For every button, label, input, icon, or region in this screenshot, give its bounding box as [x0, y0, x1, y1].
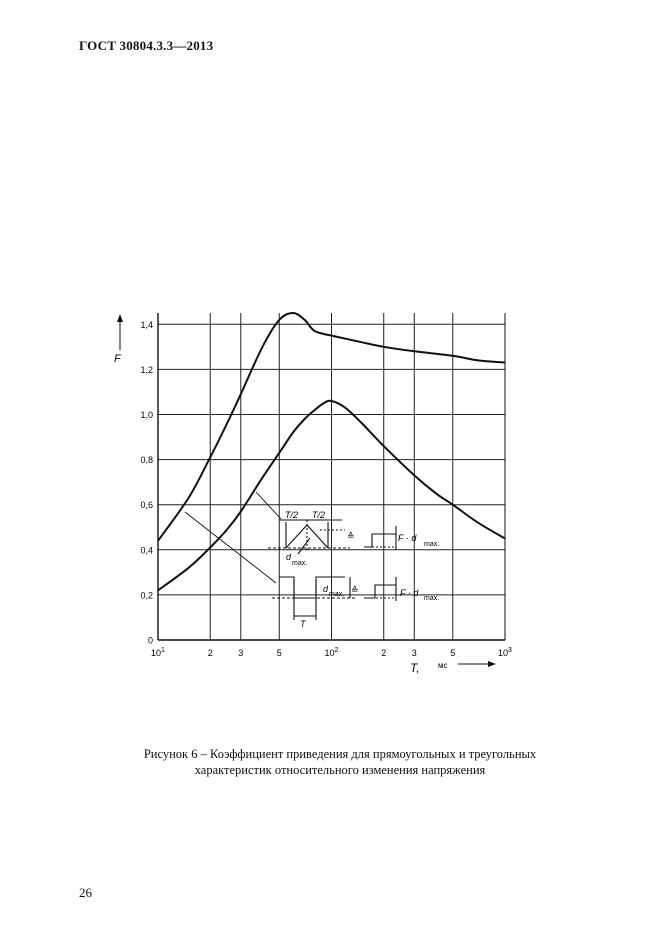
inset-dmax-sub-2: max. — [329, 591, 345, 598]
y-tick-label: 0,2 — [140, 590, 153, 601]
y-tick-label: 0,8 — [140, 455, 153, 466]
inset-equiv-label-2: F · d — [400, 588, 419, 598]
x-tick-label: 3 — [238, 648, 244, 658]
inset-half-period-left: T/2 — [285, 510, 299, 520]
inset-step-2 — [364, 577, 396, 601]
x-tick-label: $10^3$ — [498, 647, 512, 658]
inset-equiv-label-1: F · d — [398, 533, 417, 543]
inset-equals-1: ≙ — [347, 531, 355, 541]
caption-line-1: Рисунок 6 – Коэффициент приведения для прямоугольных и треугольных — [143, 747, 537, 761]
x-tick-label: 5 — [276, 648, 282, 658]
leader-lines — [185, 492, 281, 583]
inset-dmax-label: d — [286, 552, 292, 562]
inset-period-label: T — [300, 619, 306, 629]
x-tick-label: $10^1$ — [151, 647, 165, 658]
y-tick-label: 0,4 — [140, 545, 153, 556]
inset-half-period-right: T/2 — [312, 510, 326, 520]
x-axis-label: T, — [410, 661, 420, 675]
inset-rect-pulse — [272, 577, 356, 620]
x-tick-label: 2 — [207, 648, 213, 658]
x-tick-label: 5 — [450, 648, 456, 658]
y-tick-label: 1,2 — [140, 364, 153, 375]
y-tick-labels — [140, 320, 153, 646]
x-tick-label: 3 — [411, 648, 417, 658]
inset-dmax-sub: max. — [292, 560, 308, 567]
inset-step-1 — [364, 526, 396, 550]
x-tick-labels — [151, 647, 512, 658]
x-tick-label: 2 — [381, 648, 387, 658]
y-tick-label: 0,6 — [140, 500, 153, 511]
inset-equals-2: ≙ — [351, 585, 359, 595]
x-axis-unit: мс — [438, 661, 448, 670]
y-tick-label: 1,0 — [140, 409, 153, 420]
y-tick-label: 1,4 — [140, 319, 153, 330]
figure-caption — [60, 746, 620, 778]
inset-equiv-sub-1: max. — [424, 541, 440, 548]
inset-triangle-pulse — [268, 520, 350, 554]
page-number: 26 — [79, 885, 92, 900]
y-axis-label: F — [114, 353, 121, 365]
x-tick-label: $10^2$ — [324, 647, 339, 658]
y-axis-label-group — [114, 314, 123, 365]
inset-equiv-sub-2: max. — [424, 595, 440, 602]
caption-line-2: характеристик относительного изменения напряжения — [194, 763, 486, 777]
x-axis-label-group — [410, 661, 496, 675]
y-tick-label: 0 — [147, 635, 153, 646]
document-code: ГОСТ 30804.3.3—2013 — [79, 38, 214, 53]
inset-dmax-label-2: d — [323, 584, 329, 594]
